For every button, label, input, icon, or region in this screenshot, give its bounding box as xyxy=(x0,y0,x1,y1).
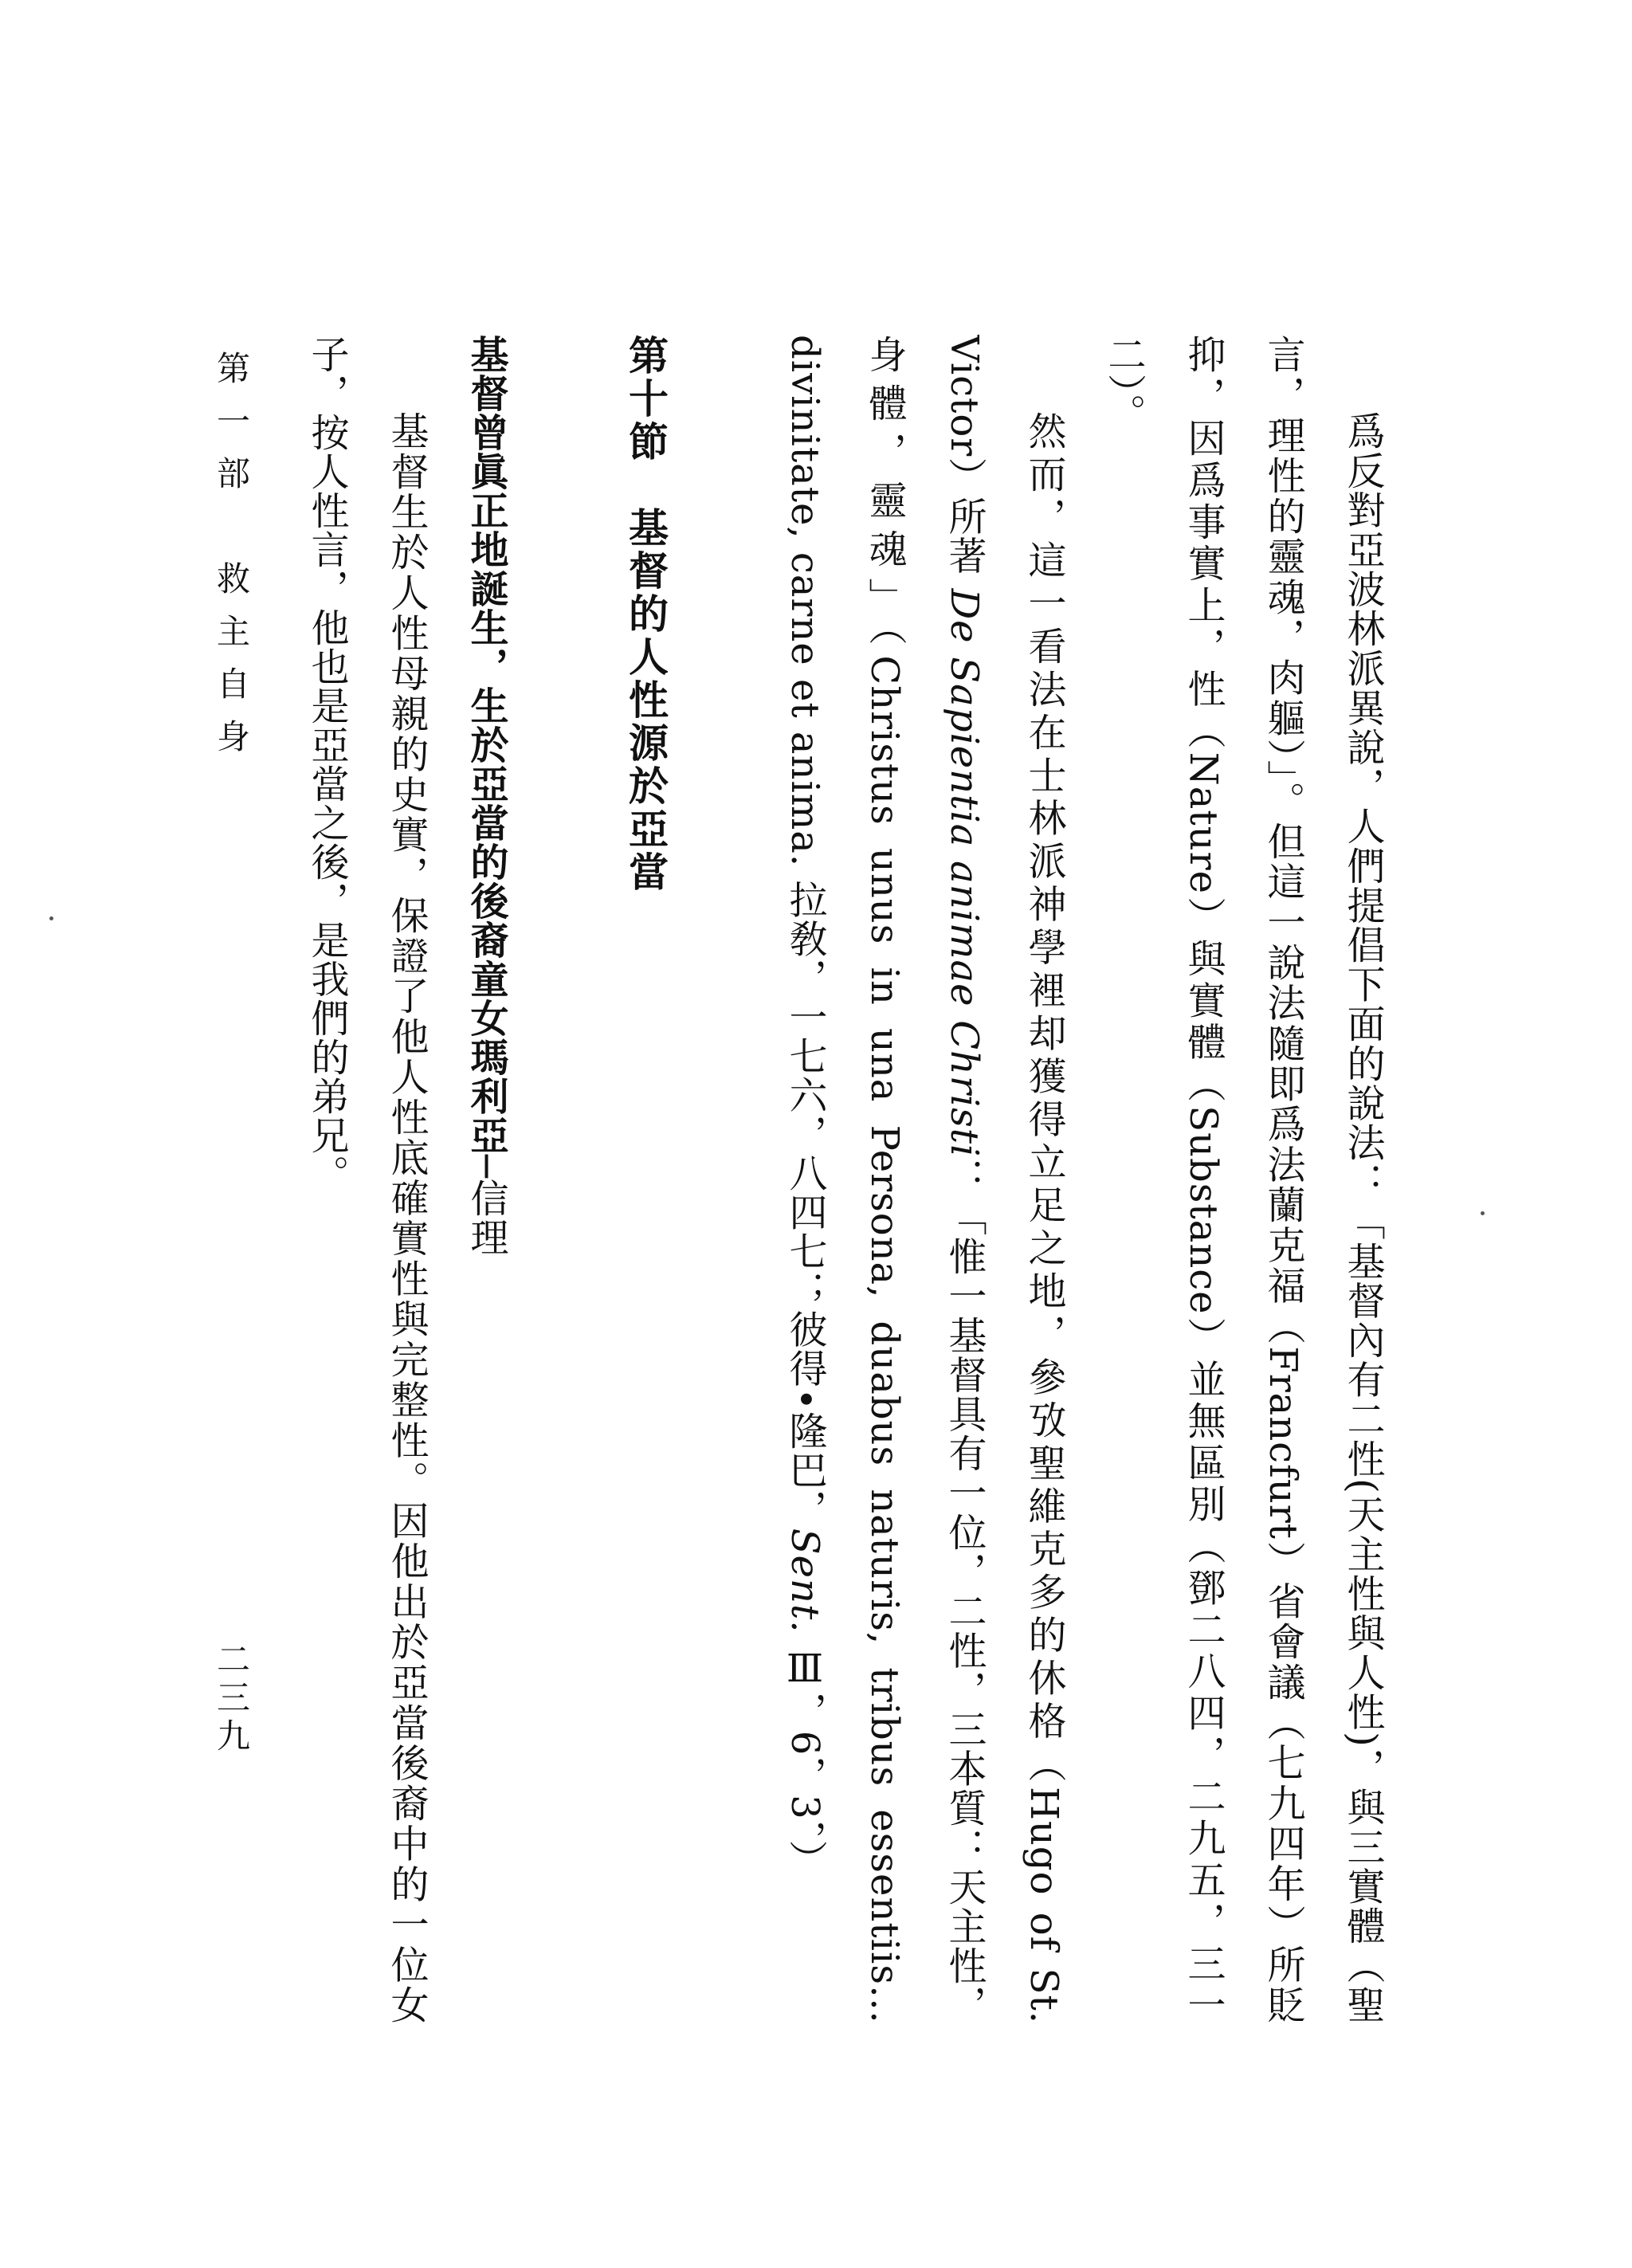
paragraph-apollinarianism xyxy=(1084,335,1402,2024)
body-text-columns xyxy=(271,335,1402,2024)
paragraph-text-mid: ：「惟一基督具有一位，二性，三本質：天主性，身體，靈魂」（Christus unus in una Persona, duabus naturis, tribus essentiis…divinitate, carne et anima. 拉敎，一七六，八四七；彼得•隆巴， xyxy=(783,335,987,2024)
spacer xyxy=(526,335,606,2024)
paragraph-hugo-of-st-victor xyxy=(765,335,1084,2024)
paragraph-text: 基督生於人性母親的史實，保證了他人性底確實性與完整性。因他出於亞當後裔中的一位女子，按人性言，他也是亞當之後，是我們的弟兄。 xyxy=(304,335,429,2024)
running-footer: 第一部 救主自身 xyxy=(212,351,251,771)
section-title: 第十節 基督的人性源於亞當 xyxy=(622,335,669,894)
work-title: De Sapientia animae Christi xyxy=(942,588,987,1158)
page-number: 二三九 xyxy=(212,1642,251,1756)
thesis-heading xyxy=(446,335,526,2024)
spacer xyxy=(685,335,765,2024)
work-abbreviation: Sent. xyxy=(783,1528,827,1634)
scan-speck xyxy=(49,916,53,920)
paragraph-gnostics xyxy=(271,335,287,2024)
paragraph-text: 爲反對亞波林派異說，人們提倡下面的說法：「基督內有二性(天主性與人性)，與三實體（聖言，理性的靈魂，肉軀）」。但這一說法隨即爲法蘭克福（Francfurt）省會議（七九四年）所貶抑，因爲事實上，性（Nature）與實體（Substance）並無區別（鄧二八四，二九五，三一二）。 xyxy=(1101,335,1385,2024)
paragraph-historical-fact xyxy=(287,335,446,2024)
thesis-qualification: ─信理 xyxy=(464,1155,508,1257)
thesis-text: 基督曾眞正地誕生，生於亞當的後裔童女瑪利亞 xyxy=(464,335,508,1155)
scan-speck xyxy=(1481,1211,1485,1215)
page-footer xyxy=(199,351,263,2024)
paragraph-text-lead: 然而，這一看法在士林派神學裡却獲得立足之地，參攷聖維克多的休格（Hugo of St. Victor）所著 xyxy=(942,335,1066,2024)
paragraph-text-end: Ⅲ，6，3，） xyxy=(783,1633,827,1879)
